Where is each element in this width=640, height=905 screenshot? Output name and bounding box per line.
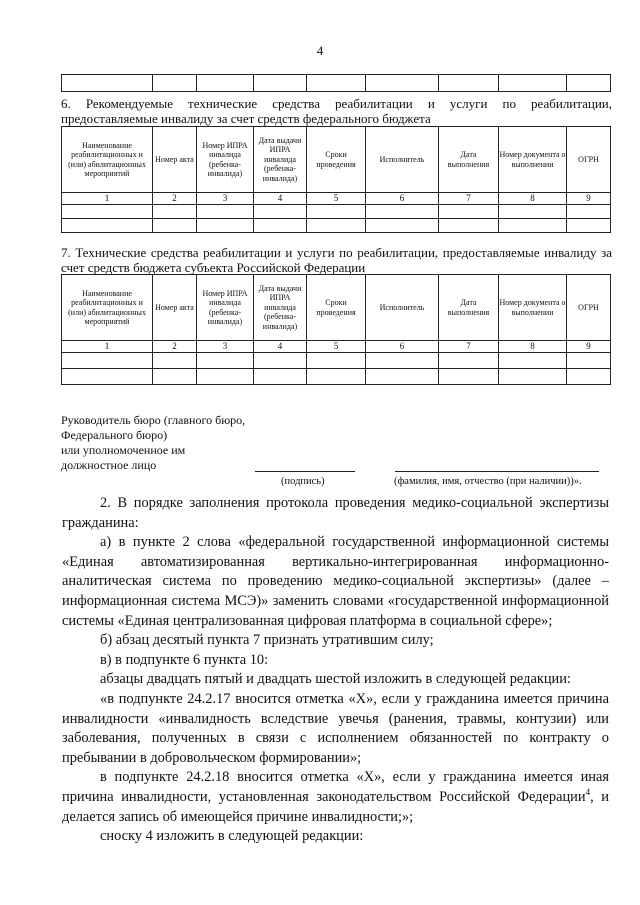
column-number: 9 (567, 341, 611, 353)
paragraph: в) в подпункте 6 пункта 10: (100, 651, 269, 668)
body-text (62, 494, 609, 847)
signature-caption: (подпись) (281, 476, 325, 487)
header-cell: Сроки проведения (307, 275, 366, 341)
column-number: 1 (62, 341, 153, 353)
signature-line: Руководитель бюро (главного бюро, (61, 413, 246, 427)
column-number: 4 (254, 341, 307, 353)
paragraph: «в подпункте 24.2.17 вносится отметка «Х», если у гражданина имеется причина инвалидности «инвалидность вследствие увечья (ранения, травмы, контузии) или заболевания, полученных в связи с исполнением обязанностей по контракту о пребывании в добровольческом формировании»; (62, 690, 609, 766)
header-cell: Исполнитель (366, 127, 439, 193)
paragraph-text: , и делается запись об имеющейся причине инвалидности;»; (62, 788, 610, 825)
name-underline (395, 471, 599, 472)
paragraph: 2. В порядке заполнения протокола проведения медико-социальной экспертизы гражданина: (62, 495, 609, 531)
table-row (62, 369, 611, 385)
header-cell: ОГРН (567, 275, 611, 341)
column-number: 3 (197, 193, 254, 205)
column-number: 8 (499, 193, 567, 205)
header-cell: Номер документа о выполнении (499, 275, 567, 341)
header-cell: Номер документа о выполнении (499, 127, 567, 193)
name-caption: (фамилия, имя, отчество (при наличии))». (394, 476, 582, 487)
paragraph-text: в подпункте 24.2.18 вносится отметка «Х», если у гражданина имеется иная причина инвалидности, установленная законодательством Российской Федерации (62, 769, 609, 805)
column-number: 7 (439, 341, 499, 353)
table-row (62, 205, 611, 219)
section6-title: 6. Рекомендуемые технические средства реабилитации и услуги по реабилитации, предоставляемые инвалиду за счет средств федерального бюджета (61, 96, 612, 126)
paragraph: сноску 4 изложить в следующей редакции: (100, 828, 364, 845)
header-cell: Наименование реабилитационных и (или) абилитационных мероприятий (62, 127, 153, 193)
page-number: 4 (316, 43, 324, 58)
signature-underline (255, 471, 355, 472)
header-cell: ОГРН (567, 127, 611, 193)
footnote-ref: 4 (585, 787, 591, 798)
column-number: 9 (567, 193, 611, 205)
signature-line: или уполномоченное им (61, 443, 186, 457)
header-cell: Номер акта (153, 275, 197, 341)
column-number: 6 (366, 341, 439, 353)
column-number: 7 (439, 193, 499, 205)
header-cell: Наименование реабилитационных и (или) абилитационных мероприятий (62, 275, 153, 341)
column-number: 2 (153, 341, 197, 353)
paragraph: абзацы двадцать пятый и двадцать шестой изложить в следующей редакции: (100, 671, 571, 688)
table-section7 (61, 274, 611, 385)
column-number: 1 (62, 193, 153, 205)
header-cell: Номер ИПРА инвалида (ребенка-инвалида) (197, 275, 254, 341)
signature-block (61, 413, 321, 473)
header-cell: Дата выполнения (439, 275, 499, 341)
header-cell: Сроки проведения (307, 127, 366, 193)
table-section6 (61, 126, 611, 233)
header-cell: Дата выполнения (439, 127, 499, 193)
column-number: 3 (197, 341, 254, 353)
table-row (62, 219, 611, 233)
header-cell: Исполнитель (366, 275, 439, 341)
section7-title: 7. Технические средства реабилитации и услуги по реабилитации, предоставляемые инвалиду за счет средств бюджета субъекта Российской Федерации (61, 245, 612, 275)
header-cell: Дата выдачи ИПРА инвалида (ребенка-инвалида) (254, 275, 307, 341)
header-cell: Дата выдачи ИПРА инвалида (ребенка-инвалида) (254, 127, 307, 193)
column-number: 8 (499, 341, 567, 353)
column-number: 6 (366, 193, 439, 205)
paragraph: а) в пункте 2 слова «федеральной государственной информационной системы «Единая автоматизированная вертикально-интегрированная информационно-аналитическая система по проведению медико-социальной экспертизы» (далее – информационная система МСЭ)» заменить словами «государственной информационной системы «Единая централизованная цифровая платформа в социальной сфере»; (62, 534, 609, 629)
header-cell: Номер акта (153, 127, 197, 193)
column-number: 5 (307, 193, 366, 205)
table-row (62, 353, 611, 369)
signature-line: должностное лицо (61, 458, 157, 472)
column-number: 5 (307, 341, 366, 353)
header-cell: Номер ИПРА инвалида (ребенка-инвалида) (197, 127, 254, 193)
column-number: 4 (254, 193, 307, 205)
paragraph: б) абзац десятый пункта 7 признать утратившим силу; (100, 632, 434, 649)
table-continuation (61, 74, 611, 92)
paragraph (62, 768, 609, 827)
signature-line: Федерального бюро) (61, 428, 168, 442)
column-number: 2 (153, 193, 197, 205)
